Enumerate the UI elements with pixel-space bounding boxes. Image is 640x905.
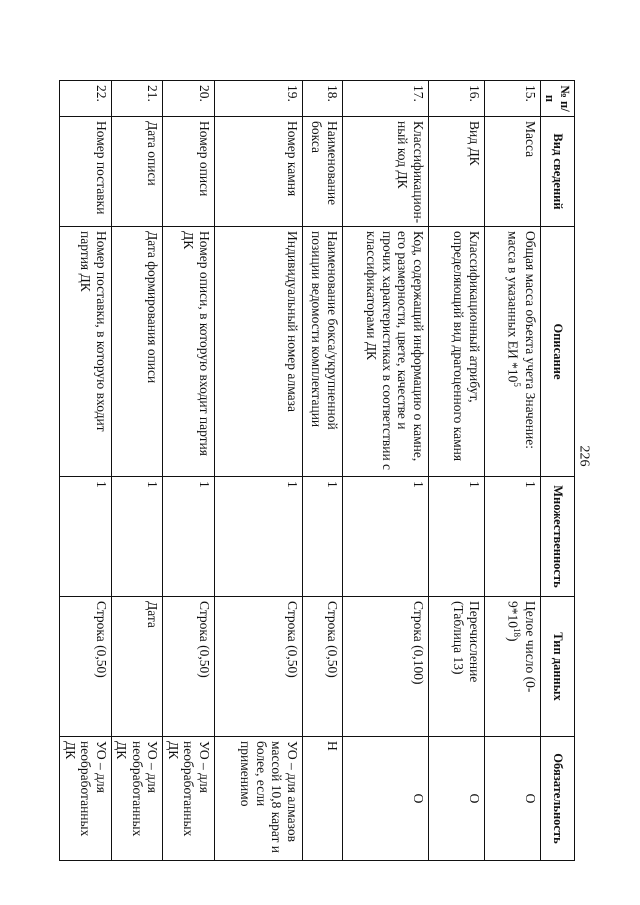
cell-desc: Индивидуальный номер алмаза — [215, 227, 303, 477]
rotated-table — [62, 80, 575, 860]
data-table — [59, 80, 575, 861]
table-row — [429, 81, 485, 861]
cell-type: Строка (0,50) — [163, 597, 215, 737]
cell-kind: Наименование бокса — [303, 117, 343, 227]
cell-desc: Дата формирования описи — [111, 227, 163, 477]
table-row — [303, 81, 343, 861]
table-row — [215, 81, 303, 861]
page-number: 226 — [576, 445, 592, 467]
cell-num: 21. — [111, 81, 163, 117]
type-sup: 18 — [512, 628, 523, 637]
cell-req: УО – для необработанных ДК — [60, 737, 112, 861]
cell-type: Строка (0,100) — [343, 597, 429, 737]
header-desc: Описание — [541, 227, 575, 477]
cell-desc: Код, содержащий информацию о камне, его размерности, цвете, качестве и прочих характеристиках в соответствии с классификаторами ДК — [343, 227, 429, 477]
table-row — [111, 81, 163, 861]
cell-kind: Масса — [485, 117, 541, 227]
cell-req: УО – для необработанных ДК — [163, 737, 215, 861]
cell-req: О — [343, 737, 429, 861]
cell-desc: Наименование бокса/укрупненной позиции ведомости комплектации — [303, 227, 343, 477]
cell-kind: Номер описи — [163, 117, 215, 227]
desc-text: Общая масса объекта учета Значение: масса в указанных ЕИ *10 — [505, 231, 538, 449]
header-req: Обязательность — [541, 737, 575, 861]
cell-num: 22. — [60, 81, 112, 117]
cell-num: 16. — [429, 81, 485, 117]
cell-num: 19. — [215, 81, 303, 117]
table-row — [163, 81, 215, 861]
cell-req: УО – для необработанных ДК — [111, 737, 163, 861]
type-tail: ) — [505, 637, 521, 642]
header-mult: Множественность — [541, 477, 575, 597]
cell-desc: Номер описи, в которую входит партия ДК — [163, 227, 215, 477]
cell-type: Строка (0,50) — [215, 597, 303, 737]
cell-type: Дата — [111, 597, 163, 737]
header-type: Тип данных — [541, 597, 575, 737]
cell-num: 18. — [303, 81, 343, 117]
cell-mult: 1 — [303, 477, 343, 597]
table-wrapper — [62, 80, 575, 860]
table-row — [485, 81, 541, 861]
cell-req: Н — [303, 737, 343, 861]
table-row — [343, 81, 429, 861]
header-kind: Вид сведений — [541, 117, 575, 227]
table-row — [60, 81, 112, 861]
cell-mult: 1 — [215, 477, 303, 597]
cell-kind: Дата описи — [111, 117, 163, 227]
cell-kind: Номер поставки — [60, 117, 112, 227]
cell-mult: 1 — [343, 477, 429, 597]
cell-req: О — [485, 737, 541, 861]
cell-kind: Классификацион-ный код ДК — [343, 117, 429, 227]
cell-desc: Номер поставки, в которую входит партия ДК — [60, 227, 112, 477]
cell-num: 17. — [343, 81, 429, 117]
cell-mult: 1 — [163, 477, 215, 597]
cell-type: Строка (0,50) — [60, 597, 112, 737]
cell-type: Строка (0,50) — [303, 597, 343, 737]
cell-desc — [485, 227, 541, 477]
cell-req: УО – для алмазов массой 10,8 карат и более, если применимо — [215, 737, 303, 861]
header-num: № п/п — [541, 81, 575, 117]
cell-req: О — [429, 737, 485, 861]
cell-mult: 1 — [485, 477, 541, 597]
cell-type — [485, 597, 541, 737]
cell-num: 15. — [485, 81, 541, 117]
type-text: Целое число (0-9*10 — [505, 601, 538, 693]
cell-mult: 1 — [429, 477, 485, 597]
cell-type: Перечисление (Таблица 13) — [429, 597, 485, 737]
cell-mult: 1 — [111, 477, 163, 597]
cell-kind: Вид ДК — [429, 117, 485, 227]
desc-sup: 5 — [512, 382, 523, 387]
cell-desc: Классификационный атрибут, определяющий вид драгоценного камня — [429, 227, 485, 477]
cell-kind: Номер камня — [215, 117, 303, 227]
cell-mult: 1 — [60, 477, 112, 597]
cell-num: 20. — [163, 81, 215, 117]
table-header-row — [541, 81, 575, 861]
